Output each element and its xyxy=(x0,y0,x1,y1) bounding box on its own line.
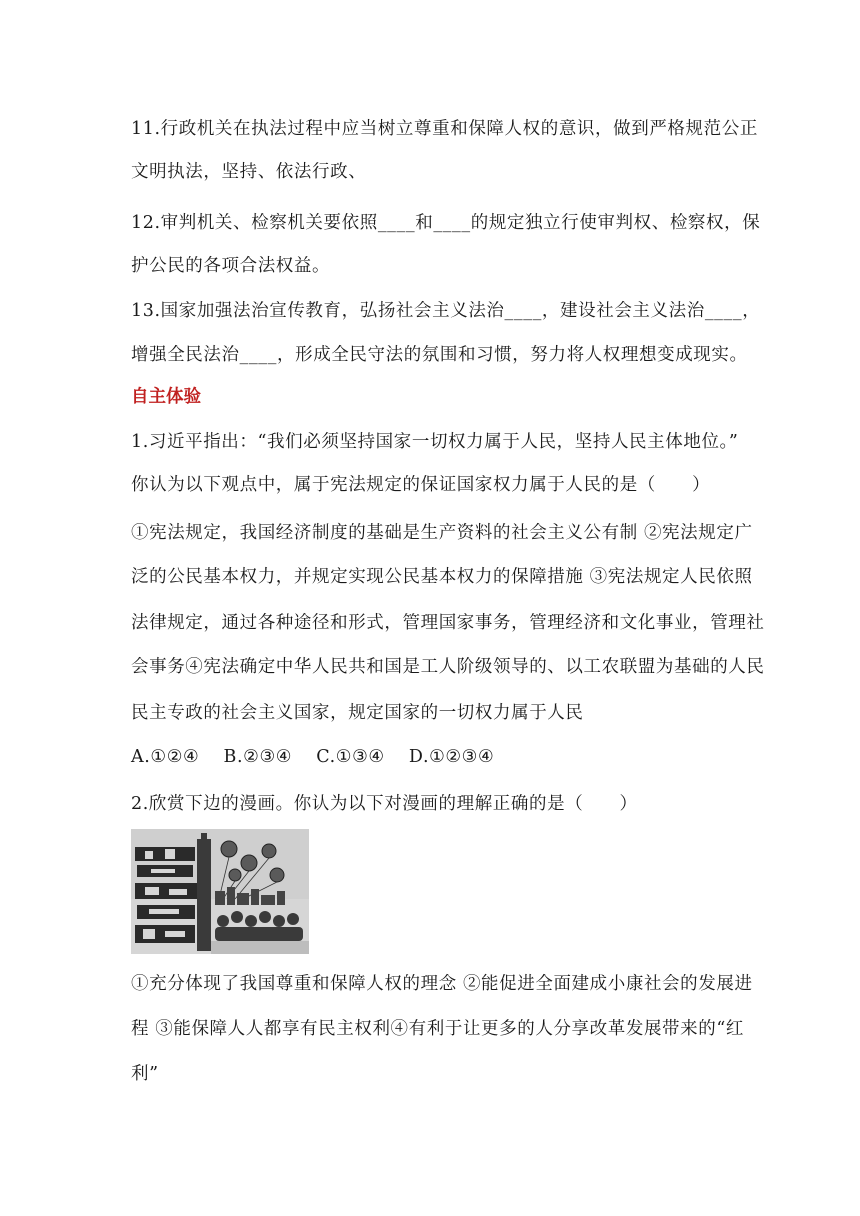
q1-option-line-3: 法律规定，通过各种途径和形式，管理国家事务，管理经济和文化事业，管理社 xyxy=(131,613,765,633)
item-12-line-1: 12.审判机关、检察机关要依照____和____的规定独立行使审判权、检察权，保 xyxy=(131,213,761,233)
q1-stem-line-1: 1.习近平指出：“我们必须坚持国家一切权力属于人民，坚持人民主体地位。” xyxy=(131,432,739,452)
q1-option-line-2: 泛的公民基本权力，并规定实现公民基本权力的保障措施 ③宪法规定人民依照 xyxy=(131,567,753,587)
item-11-line-1: 11.行政机关在执法过程中应当树立尊重和保障人权的意识，做到严格规范公正 xyxy=(131,119,758,139)
item-12-line-2: 护公民的各项合法权益。 xyxy=(131,256,331,276)
q1-stem-line-2: 你认为以下观点中，属于宪法规定的保证国家权力属于人民的是（ ） xyxy=(131,475,711,495)
q1-option-line-1: ①宪法规定，我国经济制度的基础是生产资料的社会主义公有制 ②宪法规定广 xyxy=(131,523,753,543)
q2-option-line-2: 程 ③能保障人人都享有民主权利④有利于让更多的人分享改革发展带来的“红 xyxy=(131,1019,745,1039)
item-13-line-1: 13.国家加强法治宣传教育，弘扬社会主义法治____，建设社会主义法治____， xyxy=(131,301,761,321)
item-11-line-2: 文明执法，坚持、依法行政、 xyxy=(131,162,367,182)
section-heading: 自主体验 xyxy=(131,387,201,407)
cartoon-image xyxy=(131,829,309,954)
q1-option-line-4: 会事务④宪法确定中华人民共和国是工人阶级领导的、以工农联盟为基础的人民 xyxy=(131,657,765,677)
q2-option-line-1: ①充分体现了我国尊重和保障人权的理念 ②能促进全面建成小康社会的发展进 xyxy=(131,974,753,994)
item-13-line-2: 增强全民法治____，形成全民守法的氛围和习惯，努力将人权理想变成现实。 xyxy=(131,345,748,365)
q2-stem: 2.欣赏下边的漫画。你认为以下对漫画的理解正确的是（ ） xyxy=(131,794,638,814)
q1-answer-choices: A.①②④ B.②③④ C.①③④ D.①②③④ xyxy=(131,747,495,767)
q2-option-line-3: 利” xyxy=(131,1064,159,1084)
q1-option-line-5: 民主专政的社会主义国家，规定国家的一切权力属于人民 xyxy=(131,703,584,723)
